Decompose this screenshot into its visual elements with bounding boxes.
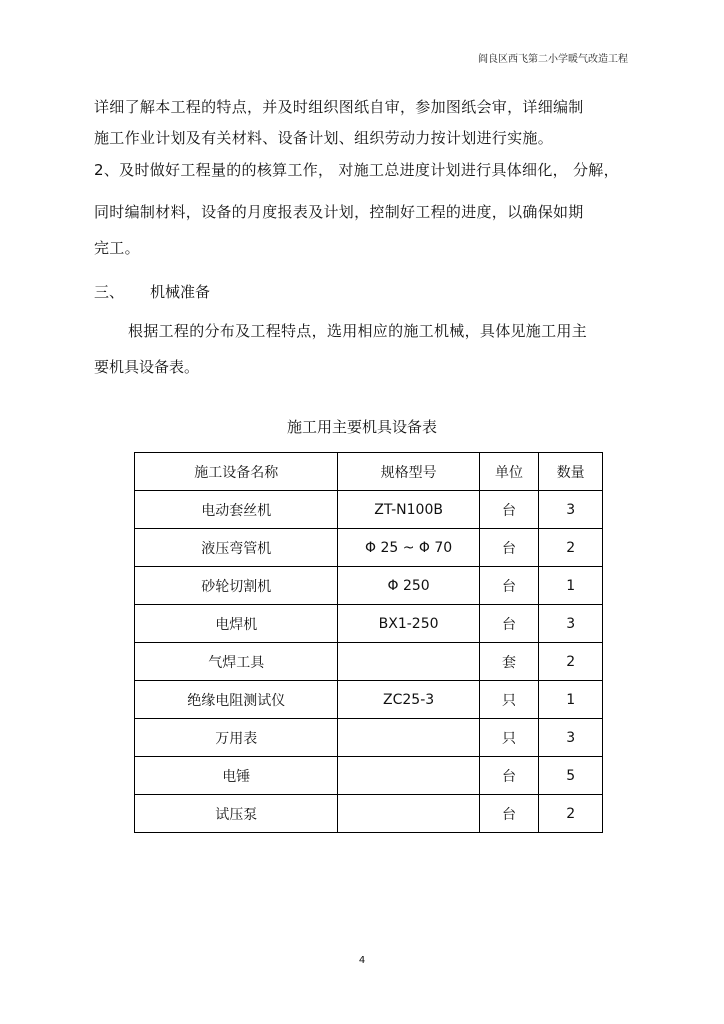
body-line-5: 完工。 (94, 239, 140, 257)
table-row (135, 643, 603, 681)
cell-unit: 台 (479, 529, 539, 567)
cell-name: 砂轮切割机 (135, 567, 338, 605)
cell-qty: 2 (539, 643, 603, 681)
body-line-1: 详细了解本工程的特点，并及时组织图纸自审，参加图纸会审，详细编制 (94, 98, 584, 116)
cell-unit: 台 (479, 605, 539, 643)
cell-unit: 台 (479, 491, 539, 529)
cell-unit: 只 (479, 681, 539, 719)
body-line-3: 2、及时做好工程量的的核算工作， 对施工总进度计划进行具体细化， 分解， (94, 161, 619, 179)
cell-model (338, 757, 479, 795)
cell-model (338, 795, 479, 833)
cell-name: 液压弯管机 (135, 529, 338, 567)
cell-model: BX1-250 (338, 605, 479, 643)
table-row (135, 567, 603, 605)
header-cell-unit: 单位 (479, 453, 539, 491)
cell-model: ZC25-3 (338, 681, 479, 719)
cell-model: Φ 25 ~ Φ 70 (338, 529, 479, 567)
table-row (135, 529, 603, 567)
paragraph-line-2: 要机具设备表。 (94, 358, 200, 376)
cell-qty: 2 (539, 795, 603, 833)
cell-model: ZT-N100B (338, 491, 479, 529)
cell-name: 万用表 (135, 719, 338, 757)
cell-unit: 只 (479, 719, 539, 757)
equipment-table (134, 452, 603, 833)
cell-unit: 套 (479, 643, 539, 681)
page-number: 4 (358, 955, 366, 966)
cell-unit: 台 (479, 567, 539, 605)
cell-unit: 台 (479, 795, 539, 833)
cell-name: 电焊机 (135, 605, 338, 643)
cell-qty: 3 (539, 605, 603, 643)
cell-unit: 台 (479, 757, 539, 795)
cell-qty: 2 (539, 529, 603, 567)
cell-name: 电动套丝机 (135, 491, 338, 529)
cell-model (338, 643, 479, 681)
table-row (135, 757, 603, 795)
cell-qty: 3 (539, 719, 603, 757)
cell-name: 试压泵 (135, 795, 338, 833)
section-heading (94, 281, 210, 302)
table-row (135, 795, 603, 833)
header-cell-name: 施工设备名称 (135, 453, 338, 491)
cell-name: 气焊工具 (135, 643, 338, 681)
table-row (135, 605, 603, 643)
page-header: 阎良区西飞第二小学暖气改造工程 (478, 54, 628, 65)
header-cell-model: 规格型号 (338, 453, 479, 491)
table-row (135, 681, 603, 719)
cell-name: 电锤 (135, 757, 338, 795)
cell-qty: 1 (539, 567, 603, 605)
cell-model: Φ 250 (338, 567, 479, 605)
paragraph-line-1: 根据工程的分布及工程特点，选用相应的施工机械，具体见施工用主 (128, 322, 588, 340)
cell-qty: 3 (539, 491, 603, 529)
table-row (135, 719, 603, 757)
table-title: 施工用主要机具设备表 (286, 418, 437, 436)
cell-qty: 1 (539, 681, 603, 719)
section-number: 三、 (94, 283, 125, 301)
body-line-2: 施工作业计划及有关材料、设备计划、组织劳动力按计划进行实施。 (94, 129, 554, 147)
body-line-4: 同时编制材料，设备的月度报表及计划，控制好工程的进度，以确保如期 (94, 203, 584, 221)
table-header-row (135, 453, 603, 491)
section-title: 机械准备 (150, 283, 211, 301)
table-row (135, 491, 603, 529)
header-cell-qty: 数量 (539, 453, 603, 491)
cell-model (338, 719, 479, 757)
cell-name: 绝缘电阻测试仪 (135, 681, 338, 719)
cell-qty: 5 (539, 757, 603, 795)
